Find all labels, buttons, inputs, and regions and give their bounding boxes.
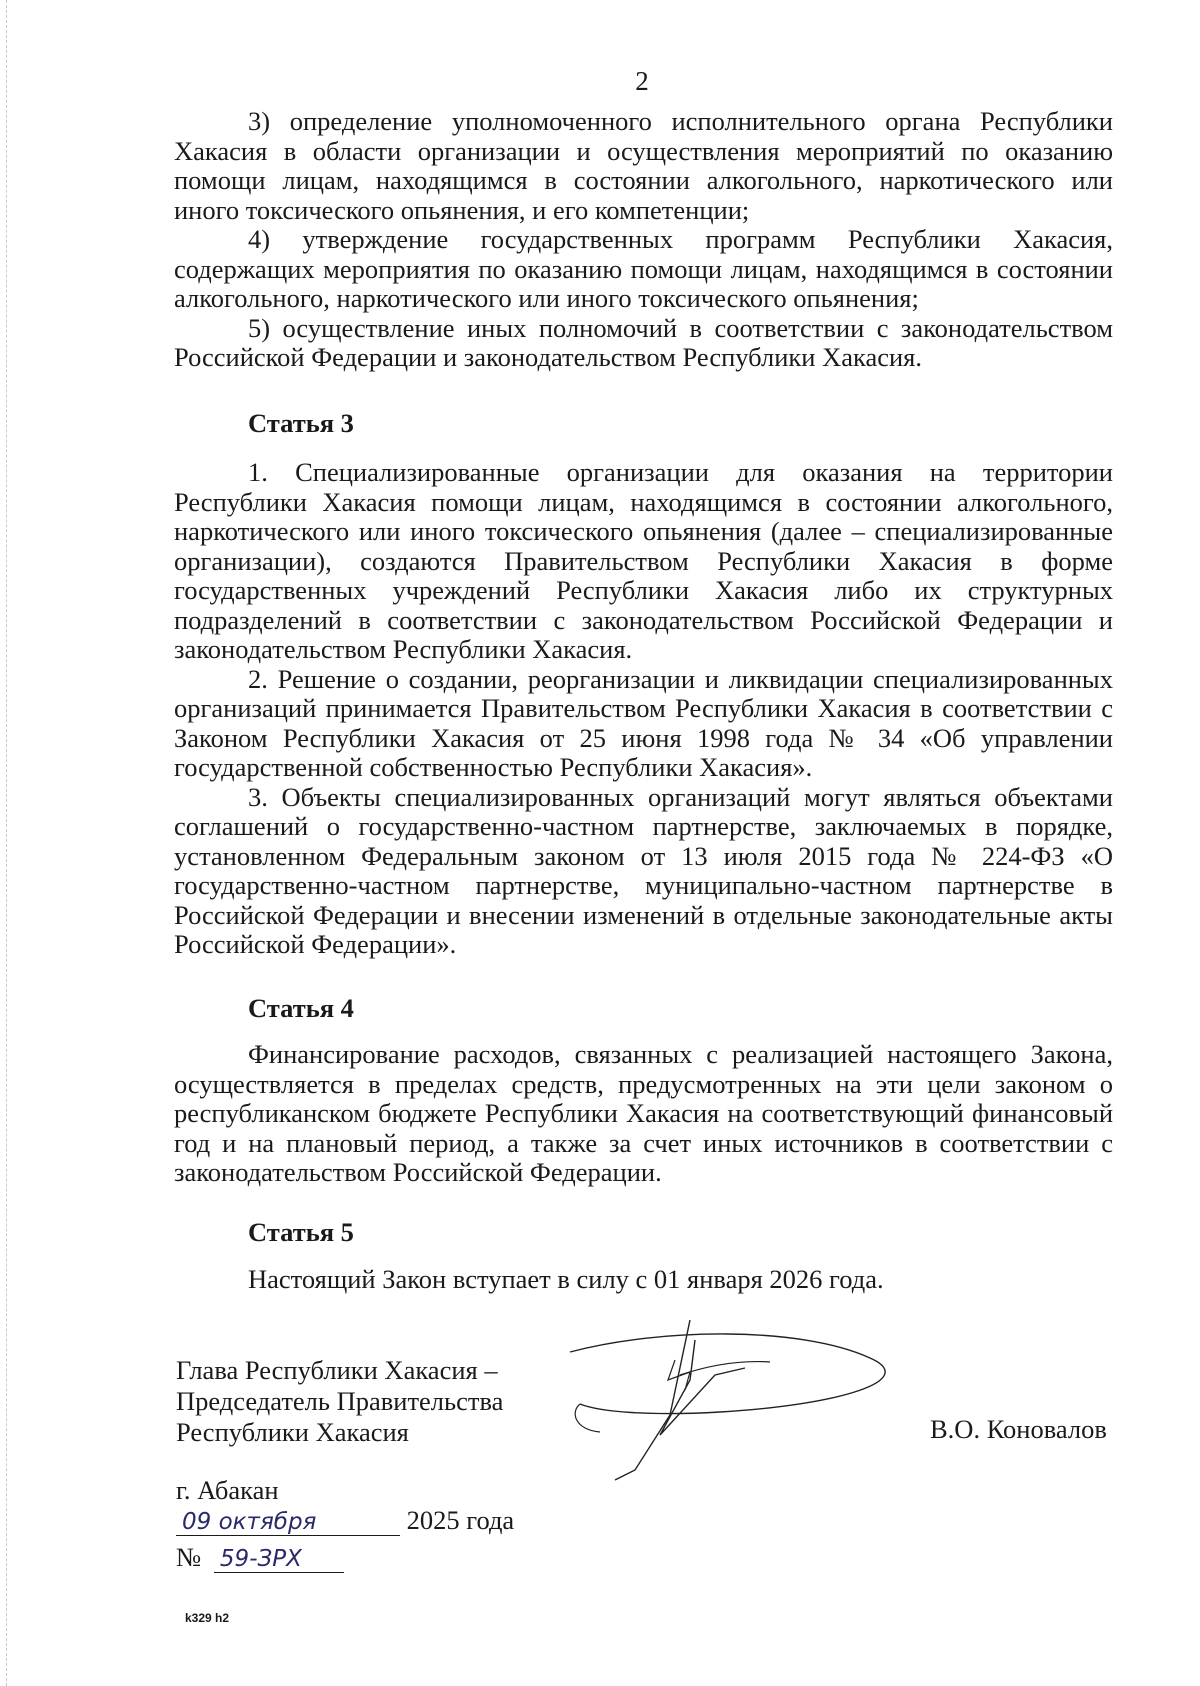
paragraph: 5) осуществление иных полномочий в соответствии с законодательством Российской Федерации и законодательством Республики Хакасия. bbox=[174, 312, 1113, 372]
handwritten-law-number: 59-ЗРХ bbox=[214, 1546, 344, 1573]
document-code: k329 h2 bbox=[185, 1611, 230, 1625]
page-number: 2 bbox=[635, 66, 649, 96]
article-heading: Статья 5 bbox=[248, 1217, 354, 1247]
signing-date bbox=[176, 1505, 514, 1539]
article-body bbox=[174, 458, 1113, 960]
article-heading: Статья 4 bbox=[248, 993, 354, 1023]
paragraph: 3) определение уполномоченного исполнительного органа Республики Хакасия в области организации и осуществления мероприятий по оказанию помощи лицам, находящимся в состоянии алкогольного, наркотического или иного токсического опьянения, и его компетенции; bbox=[174, 106, 1113, 225]
paragraph: 1. Специализированные организации для оказания на территории Республики Хакасия помощи лицам, находящимся в состоянии алкогольного, наркотического или иного токсического опьянения (далее – специализированные организации), создаются Правительством Республики Хакасия в форме государственных учреждений Республики Хакасия либо их структурных подразделений в соответствии с законодательством Российской Федерации и законодательством Республики Хакасия. bbox=[174, 457, 1113, 664]
paragraph: Настоящий Закон вступает в силу с 01 января 2026 года. bbox=[248, 1264, 884, 1294]
signatory-name: В.О. Коновалов bbox=[930, 1414, 1107, 1444]
signatory-title bbox=[176, 1355, 503, 1448]
number-sign: № bbox=[176, 1542, 202, 1572]
signatory-title-line: Республики Хакасия bbox=[176, 1417, 409, 1447]
paragraph: 3. Объекты специализированных организаций могут являться объектами соглашений о государственно-частном партнерстве, заключаемых в порядке, установленном Федеральным законом от 13 июля 2015 года № 224-ФЗ «О государственно-частном партнерстве, муниципально-частном партнерстве в Российской Федерации и внесении изменений в отдельные законодательные акты Российской Федерации». bbox=[174, 781, 1113, 959]
paragraph: 4) утверждение государственных программ Республики Хакасия, содержащих мероприятия по оказанию помощи лицам, находящимся в состоянии алкогольного, наркотического или иного токсического опьянения; bbox=[174, 224, 1113, 313]
article-body bbox=[174, 1040, 1113, 1188]
handwritten-date: 09 октября bbox=[176, 1509, 400, 1536]
law-number bbox=[176, 1542, 344, 1573]
signatory-title-line: Председатель Правительства bbox=[176, 1386, 504, 1416]
top-paragraphs bbox=[174, 107, 1113, 373]
signing-year: 2025 года bbox=[406, 1505, 515, 1535]
place-of-signing: г. Абакан bbox=[176, 1475, 279, 1505]
signatory-title-line: Глава Республики Хакасия – bbox=[176, 1355, 498, 1385]
article-heading: Статья 3 bbox=[248, 408, 354, 438]
paragraph: 2. Решение о создании, реорганизации и ликвидации специализированных организаций принимается Правительством Республики Хакасия в соответствии с Законом Республики Хакасия от 25 июня 1998 года № 34 «Об управлении государственной собственностью Республики Хакасия». bbox=[174, 663, 1113, 782]
paragraph: Финансирование расходов, связанных с реализацией настоящего Закона, осуществляется в пределах средств, предусмотренных на эти цели законом о республиканском бюджете Республики Хакасия на соответствующий финансовый год и на плановый период, а также за счет иных источников в соответствии с законодательством Российской Федерации. bbox=[174, 1039, 1113, 1187]
scan-edge-line bbox=[6, 0, 8, 1686]
article-body bbox=[174, 1265, 1113, 1295]
handwritten-signature bbox=[540, 1320, 930, 1490]
